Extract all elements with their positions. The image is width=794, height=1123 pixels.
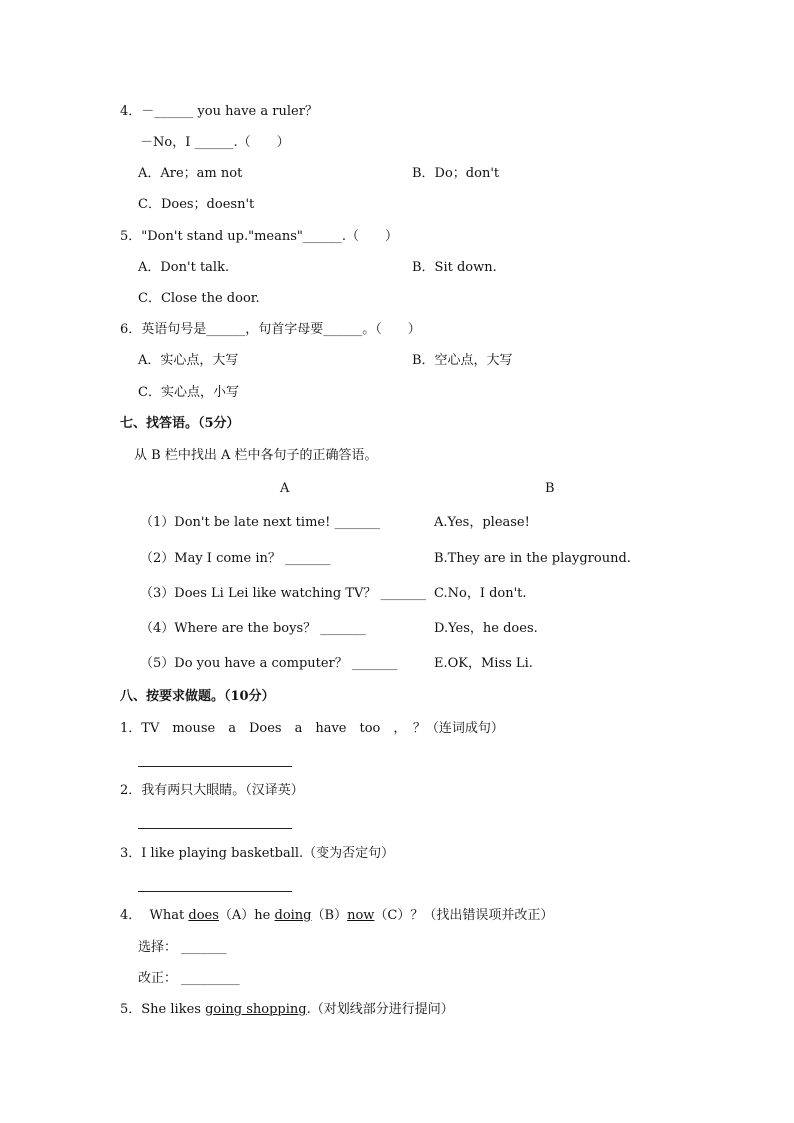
q5-stem: 5．"Don't stand up."means"______.（ ） [120, 229, 399, 244]
q4-response: －No，I ______.（ ） [140, 135, 290, 150]
q6-option-a: A．实心点，大写 [138, 353, 239, 368]
s8-q4-underlined-c: now [347, 908, 375, 923]
s8-q4-underlined-b: doing [274, 908, 312, 923]
correction-answer-field[interactable]: 改正： _________ [138, 971, 240, 986]
s8-q1-answer-line[interactable] [138, 766, 292, 767]
s8-q4-mid-1: （A）he [218, 908, 275, 923]
q4-option-b: B．Do；don't [412, 166, 500, 181]
match-item-a-4: （4）Where are the boys？ _______ [140, 621, 366, 636]
match-item-b-3: C.No，I don't. [434, 586, 527, 601]
q5-option-c: C．Close the door. [138, 291, 260, 306]
match-item-b-1: A.Yes，please! [434, 515, 530, 530]
match-item-b-5: E.OK，Miss Li. [434, 656, 533, 671]
s8-q2-stem: 2．我有两只大眼睛。（汉译英） [120, 783, 304, 798]
choose-answer-field[interactable]: 选择： _______ [138, 940, 227, 955]
s8-q4-mid-2: （B） [311, 908, 348, 923]
s8-q5-stem [120, 1002, 454, 1018]
section7-instruction: 从 B 栏中找出 A 栏中各句子的正确答语。 [134, 448, 378, 463]
q4-option-c: C．Does；doesn't [138, 197, 255, 212]
match-item-a-2: （2）May I come in？ _______ [140, 551, 331, 566]
s8-q5-suffix: .（对划线部分进行提问） [306, 1002, 454, 1017]
match-item-b-2: B.They are in the playground. [434, 551, 631, 566]
match-item-a-5: （5）Do you have a computer？ _______ [140, 656, 398, 671]
q5-option-b: B．Sit down. [412, 260, 497, 275]
q4-option-a: A．Are；am not [138, 166, 243, 181]
q4-stem: 4．－______ you have a ruler？ [120, 104, 318, 119]
match-item-b-4: D.Yes，he does. [434, 621, 538, 636]
s8-q2-answer-line[interactable] [138, 828, 292, 829]
section7-title: 七、找答语。（5分） [120, 416, 240, 431]
s8-q4-prefix: 4． What [120, 908, 189, 923]
s8-q4-underlined-a: does [188, 908, 219, 923]
s8-q3-stem: 3．I like playing basketball.（变为否定句） [120, 846, 395, 861]
q6-option-c: C．实心点，小写 [138, 385, 239, 400]
s8-q5-underlined: going shopping [205, 1002, 307, 1017]
match-item-a-1: （1）Don't be late next time! _______ [140, 515, 380, 530]
s8-q1-stem: 1．TV mouse a Does a have too ， ？（连词成句） [120, 721, 504, 736]
q6-option-b: B．空心点，大写 [412, 353, 513, 368]
q5-option-a: A．Don't talk. [138, 260, 230, 275]
q6-stem: 6．英语句号是______，句首字母要______。（ ） [120, 322, 421, 337]
match-item-a-3: （3）Does Li Lei like watching TV？ _______ [140, 586, 427, 601]
s8-q3-answer-line[interactable] [138, 891, 292, 892]
s8-q4-stem [120, 908, 553, 924]
section8-title: 八、按要求做题。（10分） [120, 689, 275, 704]
s8-q5-prefix: 5．She likes [120, 1002, 206, 1017]
s8-q4-suffix: （C）？（找出错误项并改正） [374, 908, 554, 923]
column-a-header: A [280, 481, 290, 496]
column-b-header: B [545, 481, 555, 496]
